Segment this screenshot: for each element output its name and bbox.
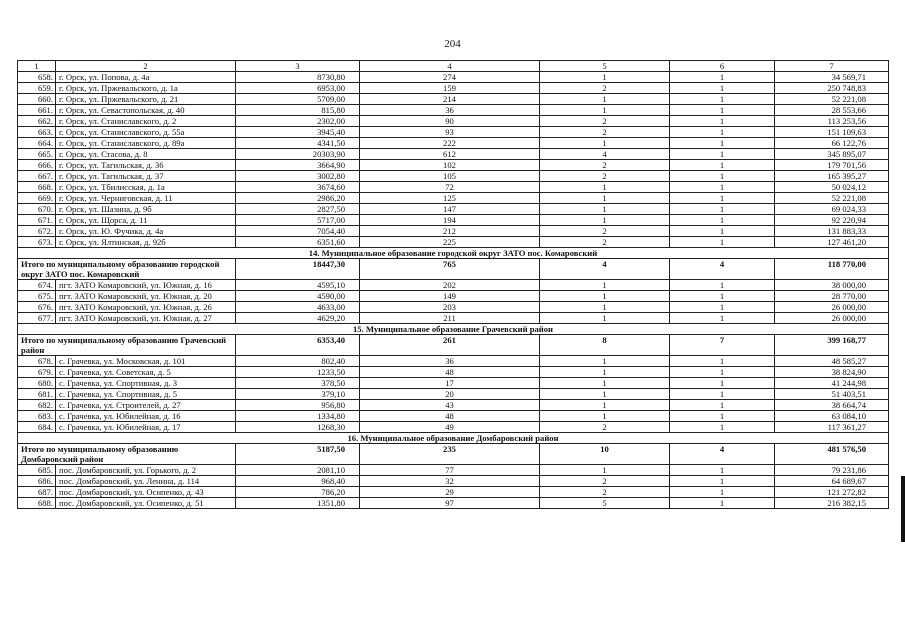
- cell-address: с. Грачевка, ул. Спортивная, д. 5: [56, 389, 236, 400]
- cell-row-number: 673.: [18, 237, 56, 248]
- cell-area: 5709,00: [236, 94, 360, 105]
- cell-area: 2302,00: [236, 116, 360, 127]
- section-title: 16. Муниципальное образование Домбаровский район: [18, 433, 889, 444]
- cell-address: с. Грачевка, ул. Спортивная, д. 3: [56, 378, 236, 389]
- cell-work-kind: 1: [670, 280, 775, 291]
- cell-works-count: 1: [540, 378, 670, 389]
- cell-address: г. Орск, ул. Ю. Фучика, д. 4а: [56, 226, 236, 237]
- cell-total-label: Итого по муниципальному образованию Домбаровский район: [18, 444, 236, 465]
- cell-residents: 77: [360, 465, 540, 476]
- cell-cost: 127 461,20: [775, 237, 889, 248]
- cell-total-kind: 4: [670, 444, 775, 465]
- table-row: [18, 149, 889, 160]
- table-row: [18, 83, 889, 94]
- cell-address: с. Грачевка, ул. Советская, д. 5: [56, 367, 236, 378]
- cell-cost: 41 244,98: [775, 378, 889, 389]
- cell-work-kind: 1: [670, 400, 775, 411]
- cell-row-number: 662.: [18, 116, 56, 127]
- cell-works-count: 4: [540, 149, 670, 160]
- cell-residents: 274: [360, 72, 540, 83]
- cell-address: пос. Домбаровский, ул. Осипенко, д. 43: [56, 487, 236, 498]
- cell-work-kind: 1: [670, 498, 775, 509]
- cell-address: г. Орск, ул. Тагильская, д. 36: [56, 160, 236, 171]
- cell-row-number: 669.: [18, 193, 56, 204]
- cell-works-count: 1: [540, 367, 670, 378]
- cell-row-number: 676.: [18, 302, 56, 313]
- cell-total-kind: 4: [670, 259, 775, 280]
- cell-works-count: 5: [540, 498, 670, 509]
- cell-area: 378,50: [236, 378, 360, 389]
- cell-area: 968,40: [236, 476, 360, 487]
- cell-address: г. Орск, ул. Станиславского, д. 89а: [56, 138, 236, 149]
- cell-address: с. Грачевка, ул. Юбилейная, д. 16: [56, 411, 236, 422]
- cell-residents: 147: [360, 204, 540, 215]
- cell-row-number: 664.: [18, 138, 56, 149]
- cell-area: 2986,20: [236, 193, 360, 204]
- cell-row-number: 663.: [18, 127, 56, 138]
- table-row: [18, 72, 889, 83]
- table-row: [18, 138, 889, 149]
- cell-address: пгт. ЗАТО Комаровский, ул. Южная, д. 20: [56, 291, 236, 302]
- cell-total-label: Итого по муниципальному образованию Грачевский район: [18, 335, 236, 356]
- cell-works-count: 1: [540, 204, 670, 215]
- cell-cost: 131 883,33: [775, 226, 889, 237]
- cell-work-kind: 1: [670, 160, 775, 171]
- cell-total-cost: 481 576,50: [775, 444, 889, 465]
- table-row: [18, 237, 889, 248]
- cell-works-count: 2: [540, 422, 670, 433]
- table-row: [18, 476, 889, 487]
- cell-area: 20303,90: [236, 149, 360, 160]
- cell-row-number: 671.: [18, 215, 56, 226]
- cell-work-kind: 1: [670, 171, 775, 182]
- cell-row-number: 678.: [18, 356, 56, 367]
- cell-works-count: 1: [540, 389, 670, 400]
- cell-works-count: 1: [540, 291, 670, 302]
- cell-residents: 36: [360, 105, 540, 116]
- cell-area: 5717,00: [236, 215, 360, 226]
- table-row: [18, 127, 889, 138]
- cell-works-count: 2: [540, 487, 670, 498]
- cell-cost: 66 122,76: [775, 138, 889, 149]
- cell-total-kind: 7: [670, 335, 775, 356]
- cell-work-kind: 1: [670, 465, 775, 476]
- cell-work-kind: 1: [670, 237, 775, 248]
- cell-residents: 90: [360, 116, 540, 127]
- section-title-row: [18, 433, 889, 444]
- cell-area: 1351,80: [236, 498, 360, 509]
- cell-residents: 211: [360, 313, 540, 324]
- cell-work-kind: 1: [670, 378, 775, 389]
- cell-residents: 48: [360, 367, 540, 378]
- cell-row-number: 658.: [18, 72, 56, 83]
- cell-work-kind: 1: [670, 182, 775, 193]
- cell-residents: 93: [360, 127, 540, 138]
- cell-work-kind: 1: [670, 72, 775, 83]
- cell-total-works: 10: [540, 444, 670, 465]
- cell-residents: 214: [360, 94, 540, 105]
- cell-row-number: 677.: [18, 313, 56, 324]
- cell-work-kind: 1: [670, 138, 775, 149]
- cell-cost: 250 748,83: [775, 83, 889, 94]
- table-row: [18, 356, 889, 367]
- cell-address: г. Орск, ул. Тбилисская, д. 1а: [56, 182, 236, 193]
- cell-works-count: 1: [540, 72, 670, 83]
- cell-work-kind: 1: [670, 389, 775, 400]
- table-row: [18, 465, 889, 476]
- cell-row-number: 682.: [18, 400, 56, 411]
- cell-address: пгт. ЗАТО Комаровский, ул. Южная, д. 16: [56, 280, 236, 291]
- section-title-row: [18, 248, 889, 259]
- cell-works-count: 1: [540, 465, 670, 476]
- section-title: 14. Муниципальное образование городской округ ЗАТО пос. Комаровский: [18, 248, 889, 259]
- table-row: [18, 498, 889, 509]
- cell-work-kind: 1: [670, 193, 775, 204]
- cell-work-kind: 1: [670, 291, 775, 302]
- cell-residents: 20: [360, 389, 540, 400]
- cell-area: 3664,90: [236, 160, 360, 171]
- cell-address: г. Орск, ул. Шазина, д. 9б: [56, 204, 236, 215]
- cell-residents: 203: [360, 302, 540, 313]
- table-row: [18, 313, 889, 324]
- table-row: [18, 171, 889, 182]
- cell-address: г. Орск, ул. Стасова, д. 8: [56, 149, 236, 160]
- cell-cost: 117 361,27: [775, 422, 889, 433]
- cell-cost: 52 221,08: [775, 193, 889, 204]
- scan-edge-mark: [901, 476, 905, 542]
- cell-cost: 165 395,27: [775, 171, 889, 182]
- cell-work-kind: 1: [670, 105, 775, 116]
- table-row: [18, 116, 889, 127]
- table-row: [18, 182, 889, 193]
- cell-cost: 51 403,51: [775, 389, 889, 400]
- cell-area: 4590,00: [236, 291, 360, 302]
- cell-residents: 159: [360, 83, 540, 94]
- cell-works-count: 2: [540, 171, 670, 182]
- cell-residents: 72: [360, 182, 540, 193]
- cell-residents: 612: [360, 149, 540, 160]
- cell-cost: 92 220,94: [775, 215, 889, 226]
- cell-area: 8730,80: [236, 72, 360, 83]
- table-row: [18, 291, 889, 302]
- table-row: [18, 422, 889, 433]
- cell-residents: 48: [360, 411, 540, 422]
- cell-area: 6351,60: [236, 237, 360, 248]
- cell-area: 3674,60: [236, 182, 360, 193]
- cell-area: 4629,20: [236, 313, 360, 324]
- cell-area: 4595,10: [236, 280, 360, 291]
- table-row: [18, 411, 889, 422]
- cell-address: г. Орск, ул. Щорса, д. 11: [56, 215, 236, 226]
- cell-works-count: 2: [540, 237, 670, 248]
- cell-total-residents: 235: [360, 444, 540, 465]
- column-number-3: 3: [236, 61, 360, 72]
- cell-address: г. Орск, ул. Севастопольская, д. 40: [56, 105, 236, 116]
- cell-work-kind: 1: [670, 127, 775, 138]
- cell-works-count: 1: [540, 105, 670, 116]
- table-row: [18, 204, 889, 215]
- table-row: [18, 226, 889, 237]
- cell-residents: 222: [360, 138, 540, 149]
- cell-cost: 26 000,00: [775, 302, 889, 313]
- table-row: [18, 487, 889, 498]
- table-row: [18, 105, 889, 116]
- cell-row-number: 668.: [18, 182, 56, 193]
- cell-cost: 50 024,12: [775, 182, 889, 193]
- cell-works-count: 1: [540, 302, 670, 313]
- housing-table: [17, 60, 889, 509]
- cell-work-kind: 1: [670, 422, 775, 433]
- cell-cost: 64 689,67: [775, 476, 889, 487]
- table-row: [18, 389, 889, 400]
- cell-residents: 43: [360, 400, 540, 411]
- cell-residents: 105: [360, 171, 540, 182]
- cell-residents: 102: [360, 160, 540, 171]
- table-row: [18, 367, 889, 378]
- cell-cost: 79 231,86: [775, 465, 889, 476]
- cell-residents: 29: [360, 487, 540, 498]
- cell-row-number: 687.: [18, 487, 56, 498]
- cell-area: 1268,30: [236, 422, 360, 433]
- cell-cost: 63 084,10: [775, 411, 889, 422]
- cell-address: г. Орск, ул. Попова, д. 4а: [56, 72, 236, 83]
- cell-area: 786,20: [236, 487, 360, 498]
- cell-works-count: 1: [540, 94, 670, 105]
- cell-total-works: 8: [540, 335, 670, 356]
- cell-cost: 28 553,66: [775, 105, 889, 116]
- cell-row-number: 665.: [18, 149, 56, 160]
- cell-cost: 26 000,00: [775, 313, 889, 324]
- cell-residents: 225: [360, 237, 540, 248]
- cell-residents: 17: [360, 378, 540, 389]
- cell-works-count: 1: [540, 411, 670, 422]
- cell-total-residents: 765: [360, 259, 540, 280]
- cell-works-count: 1: [540, 215, 670, 226]
- column-number-6: 6: [670, 61, 775, 72]
- cell-total-area: 5187,50: [236, 444, 360, 465]
- cell-works-count: 1: [540, 313, 670, 324]
- cell-row-number: 660.: [18, 94, 56, 105]
- column-number-1: 1: [18, 61, 56, 72]
- cell-work-kind: 1: [670, 116, 775, 127]
- cell-row-number: 684.: [18, 422, 56, 433]
- cell-total-area: 6353,40: [236, 335, 360, 356]
- cell-area: 3945,40: [236, 127, 360, 138]
- cell-residents: 125: [360, 193, 540, 204]
- cell-works-count: 1: [540, 138, 670, 149]
- column-number-2: 2: [56, 61, 236, 72]
- cell-area: 3002,80: [236, 171, 360, 182]
- cell-residents: 97: [360, 498, 540, 509]
- cell-residents: 212: [360, 226, 540, 237]
- cell-address: г. Орск, ул. Станиславского, д. 2: [56, 116, 236, 127]
- cell-area: 1233,50: [236, 367, 360, 378]
- cell-row-number: 667.: [18, 171, 56, 182]
- cell-work-kind: 1: [670, 367, 775, 378]
- cell-address: с. Грачевка, ул. Юбилейная, д. 17: [56, 422, 236, 433]
- cell-area: 4633,00: [236, 302, 360, 313]
- column-number-7: 7: [775, 61, 889, 72]
- cell-cost: 38 824,90: [775, 367, 889, 378]
- cell-area: 1334,80: [236, 411, 360, 422]
- cell-address: с. Грачевка, ул. Московская, д. 101: [56, 356, 236, 367]
- cell-area: 815,80: [236, 105, 360, 116]
- cell-cost: 151 109,63: [775, 127, 889, 138]
- cell-works-count: 2: [540, 127, 670, 138]
- cell-work-kind: 1: [670, 215, 775, 226]
- cell-total-label: Итого по муниципальному образованию городской округ ЗАТО пос. Комаровский: [18, 259, 236, 280]
- cell-total-cost: 118 770,00: [775, 259, 889, 280]
- table-row: [18, 94, 889, 105]
- cell-works-count: 2: [540, 116, 670, 127]
- cell-works-count: 1: [540, 400, 670, 411]
- cell-address: пгт. ЗАТО Комаровский, ул. Южная, д. 26: [56, 302, 236, 313]
- cell-cost: 48 585,27: [775, 356, 889, 367]
- cell-area: 2827,50: [236, 204, 360, 215]
- cell-works-count: 2: [540, 226, 670, 237]
- cell-works-count: 1: [540, 356, 670, 367]
- cell-work-kind: 1: [670, 226, 775, 237]
- section-total-row: [18, 335, 889, 356]
- cell-row-number: 666.: [18, 160, 56, 171]
- table-row: [18, 302, 889, 313]
- cell-cost: 113 253,56: [775, 116, 889, 127]
- cell-address: г. Орск, ул. Черниговская, д. 11: [56, 193, 236, 204]
- cell-residents: 149: [360, 291, 540, 302]
- cell-address: пос. Домбаровский, ул. Ленина, д. 114: [56, 476, 236, 487]
- cell-address: г. Орск, ул. Пржевальского, д. 21: [56, 94, 236, 105]
- cell-total-residents: 261: [360, 335, 540, 356]
- cell-residents: 36: [360, 356, 540, 367]
- cell-cost: 52 221,08: [775, 94, 889, 105]
- cell-area: 956,80: [236, 400, 360, 411]
- cell-row-number: 672.: [18, 226, 56, 237]
- cell-row-number: 680.: [18, 378, 56, 389]
- cell-work-kind: 1: [670, 476, 775, 487]
- cell-work-kind: 1: [670, 302, 775, 313]
- cell-area: 379,10: [236, 389, 360, 400]
- cell-residents: 32: [360, 476, 540, 487]
- table-row: [18, 160, 889, 171]
- cell-cost: 121 272,82: [775, 487, 889, 498]
- table-row: [18, 378, 889, 389]
- cell-cost: 345 895,07: [775, 149, 889, 160]
- cell-address: г. Орск, ул. Тагильская, д. 37: [56, 171, 236, 182]
- cell-address: пос. Домбаровский, ул. Горького, д. 2: [56, 465, 236, 476]
- cell-row-number: 685.: [18, 465, 56, 476]
- cell-address: г. Орск, ул. Станиславского, д. 55а: [56, 127, 236, 138]
- cell-cost: 34 569,71: [775, 72, 889, 83]
- cell-work-kind: 1: [670, 83, 775, 94]
- cell-row-number: 675.: [18, 291, 56, 302]
- cell-row-number: 661.: [18, 105, 56, 116]
- cell-address: пгт. ЗАТО Комаровский, ул. Южная, д. 27: [56, 313, 236, 324]
- cell-works-count: 1: [540, 280, 670, 291]
- cell-total-works: 4: [540, 259, 670, 280]
- cell-residents: 194: [360, 215, 540, 226]
- cell-area: 7054,40: [236, 226, 360, 237]
- cell-area: 2081,10: [236, 465, 360, 476]
- cell-row-number: 670.: [18, 204, 56, 215]
- cell-works-count: 2: [540, 83, 670, 94]
- cell-row-number: 659.: [18, 83, 56, 94]
- cell-address: с. Грачевка, ул. Строителей, д. 27: [56, 400, 236, 411]
- cell-cost: 69 024,33: [775, 204, 889, 215]
- table-row: [18, 193, 889, 204]
- cell-works-count: 1: [540, 193, 670, 204]
- cell-area: 6953,00: [236, 83, 360, 94]
- column-number-row: [18, 61, 889, 72]
- cell-address: пос. Домбаровский, ул. Осипенко, д. 51: [56, 498, 236, 509]
- section-total-row: [18, 444, 889, 465]
- cell-row-number: 674.: [18, 280, 56, 291]
- cell-total-cost: 399 168,77: [775, 335, 889, 356]
- cell-work-kind: 1: [670, 149, 775, 160]
- column-number-4: 4: [360, 61, 540, 72]
- cell-work-kind: 1: [670, 204, 775, 215]
- table-row: [18, 400, 889, 411]
- cell-work-kind: 1: [670, 487, 775, 498]
- cell-row-number: 681.: [18, 389, 56, 400]
- cell-area: 4341,50: [236, 138, 360, 149]
- cell-work-kind: 1: [670, 411, 775, 422]
- cell-cost: 38 000,00: [775, 280, 889, 291]
- cell-residents: 202: [360, 280, 540, 291]
- section-title: 15. Муниципальное образование Грачевский район: [18, 324, 889, 335]
- cell-works-count: 1: [540, 182, 670, 193]
- section-total-row: [18, 259, 889, 280]
- column-number-5: 5: [540, 61, 670, 72]
- cell-cost: 216 382,15: [775, 498, 889, 509]
- cell-cost: 179 701,56: [775, 160, 889, 171]
- page-number: 204: [444, 38, 461, 50]
- cell-address: г. Орск, ул. Пржевальского, д. 1а: [56, 83, 236, 94]
- section-title-row: [18, 324, 889, 335]
- cell-row-number: 679.: [18, 367, 56, 378]
- cell-row-number: 683.: [18, 411, 56, 422]
- cell-work-kind: 1: [670, 94, 775, 105]
- cell-address: г. Орск, ул. Ялтинская, д. 92б: [56, 237, 236, 248]
- cell-row-number: 688.: [18, 498, 56, 509]
- cell-total-area: 18447,30: [236, 259, 360, 280]
- cell-works-count: 2: [540, 476, 670, 487]
- table-row: [18, 280, 889, 291]
- cell-area: 802,40: [236, 356, 360, 367]
- cell-cost: 38 664,74: [775, 400, 889, 411]
- cell-cost: 28 770,00: [775, 291, 889, 302]
- cell-work-kind: 1: [670, 356, 775, 367]
- cell-work-kind: 1: [670, 313, 775, 324]
- table-row: [18, 215, 889, 226]
- cell-residents: 49: [360, 422, 540, 433]
- cell-row-number: 686.: [18, 476, 56, 487]
- cell-works-count: 2: [540, 160, 670, 171]
